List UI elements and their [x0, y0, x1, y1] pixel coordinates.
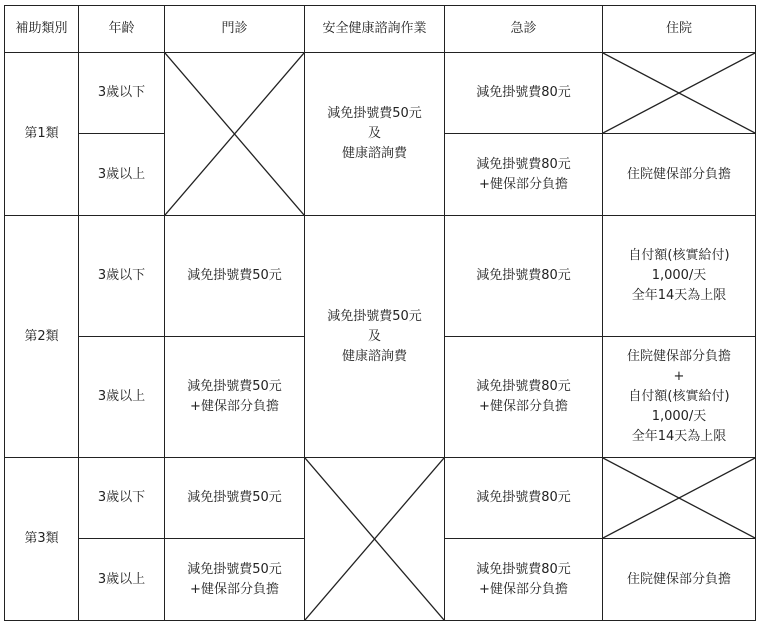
cell-line: 全年14天為上限	[631, 288, 727, 303]
age-under-3: 3歲以下	[79, 216, 165, 337]
c2-inpatient-under-cell	[603, 216, 756, 337]
table-row	[5, 216, 756, 337]
c3-er-under-cell	[445, 458, 603, 539]
cell-line: 減免掛號費50元	[187, 268, 282, 283]
c2-er-over-cell	[445, 337, 603, 458]
c2-er-under-cell	[445, 216, 603, 337]
cell-line: +健保部分負擔	[190, 581, 279, 597]
cell-line: 減免掛號費80元	[476, 561, 571, 577]
not-applicable-cross	[603, 458, 756, 539]
not-applicable-cross	[603, 53, 756, 134]
category-3-label: 第3類	[5, 458, 79, 621]
cell-line: 減免掛號費80元	[476, 268, 571, 283]
cell-line: 全年14天為上限	[631, 429, 727, 444]
age-over-3: 3歲以上	[79, 539, 165, 621]
cell-line: 自付額(核實給付)	[628, 389, 730, 404]
cell-line: 減免掛號費80元	[476, 156, 571, 172]
cell-line: 減免掛號費80元	[476, 85, 571, 100]
category-2-label: 第2類	[5, 216, 79, 458]
cell-line: 及	[367, 328, 381, 344]
cell-line: +健保部分負擔	[190, 399, 279, 414]
cell-line: +健保部分負擔	[479, 581, 568, 597]
not-applicable-cross	[305, 458, 445, 621]
cell-line: 健康諮詢費	[341, 348, 407, 364]
cell-line: +	[673, 369, 685, 384]
cell-line: 減免掛號費50元	[187, 561, 282, 577]
cell-line: 減免掛號費50元	[327, 106, 422, 121]
cell-line: 及	[367, 126, 381, 141]
c1-er-under-cell	[445, 53, 603, 134]
header-safety-consult: 安全健康諮詢作業	[305, 6, 445, 53]
cell-line: 減免掛號費80元	[476, 490, 571, 505]
header-age: 年齡	[79, 6, 165, 53]
c1-inpatient-over-cell	[603, 134, 756, 216]
c3-er-over-cell	[445, 539, 603, 621]
c1-consult-cell	[305, 53, 445, 216]
cell-line: 住院健保部分負擔	[626, 349, 731, 364]
cell-line: 減免掛號費50元	[327, 308, 422, 324]
cell-line: 1,000/天	[651, 268, 707, 283]
cell-line: +健保部分負擔	[479, 399, 568, 414]
c2-consult-cell	[305, 216, 445, 458]
subsidy-table	[4, 5, 756, 621]
header-inpatient: 住院	[603, 6, 756, 53]
not-applicable-cross	[165, 53, 305, 216]
category-1-label: 第1類	[5, 53, 79, 216]
age-under-3: 3歲以下	[79, 458, 165, 539]
header-category: 補助類別	[5, 6, 79, 53]
table-row	[5, 458, 756, 539]
cell-line: 住院健保部分負擔	[626, 571, 731, 587]
c2-outpatient-over-cell	[165, 337, 305, 458]
age-under-3: 3歲以下	[79, 53, 165, 134]
cell-line: 減免掛號費50元	[187, 379, 282, 394]
cell-line: 住院健保部分負擔	[626, 166, 731, 182]
header-outpatient: 門診	[165, 6, 305, 53]
c2-inpatient-over-cell	[603, 337, 756, 458]
header-row	[5, 6, 756, 53]
cell-line: +健保部分負擔	[479, 176, 568, 192]
c2-outpatient-under-cell	[165, 216, 305, 337]
age-over-3: 3歲以上	[79, 337, 165, 458]
header-emergency: 急診	[445, 6, 603, 53]
cell-line: 自付額(核實給付)	[628, 248, 730, 263]
cell-line: 1,000/天	[651, 409, 707, 424]
c3-outpatient-under-cell	[165, 458, 305, 539]
table-row	[5, 53, 756, 134]
c1-er-over-cell	[445, 134, 603, 216]
cell-line: 減免掛號費80元	[476, 379, 571, 394]
c3-outpatient-over-cell	[165, 539, 305, 621]
age-over-3: 3歲以上	[79, 134, 165, 216]
c3-inpatient-over-cell	[603, 539, 756, 621]
cell-line: 減免掛號費50元	[187, 490, 282, 505]
cell-line: 健康諮詢費	[341, 146, 407, 161]
